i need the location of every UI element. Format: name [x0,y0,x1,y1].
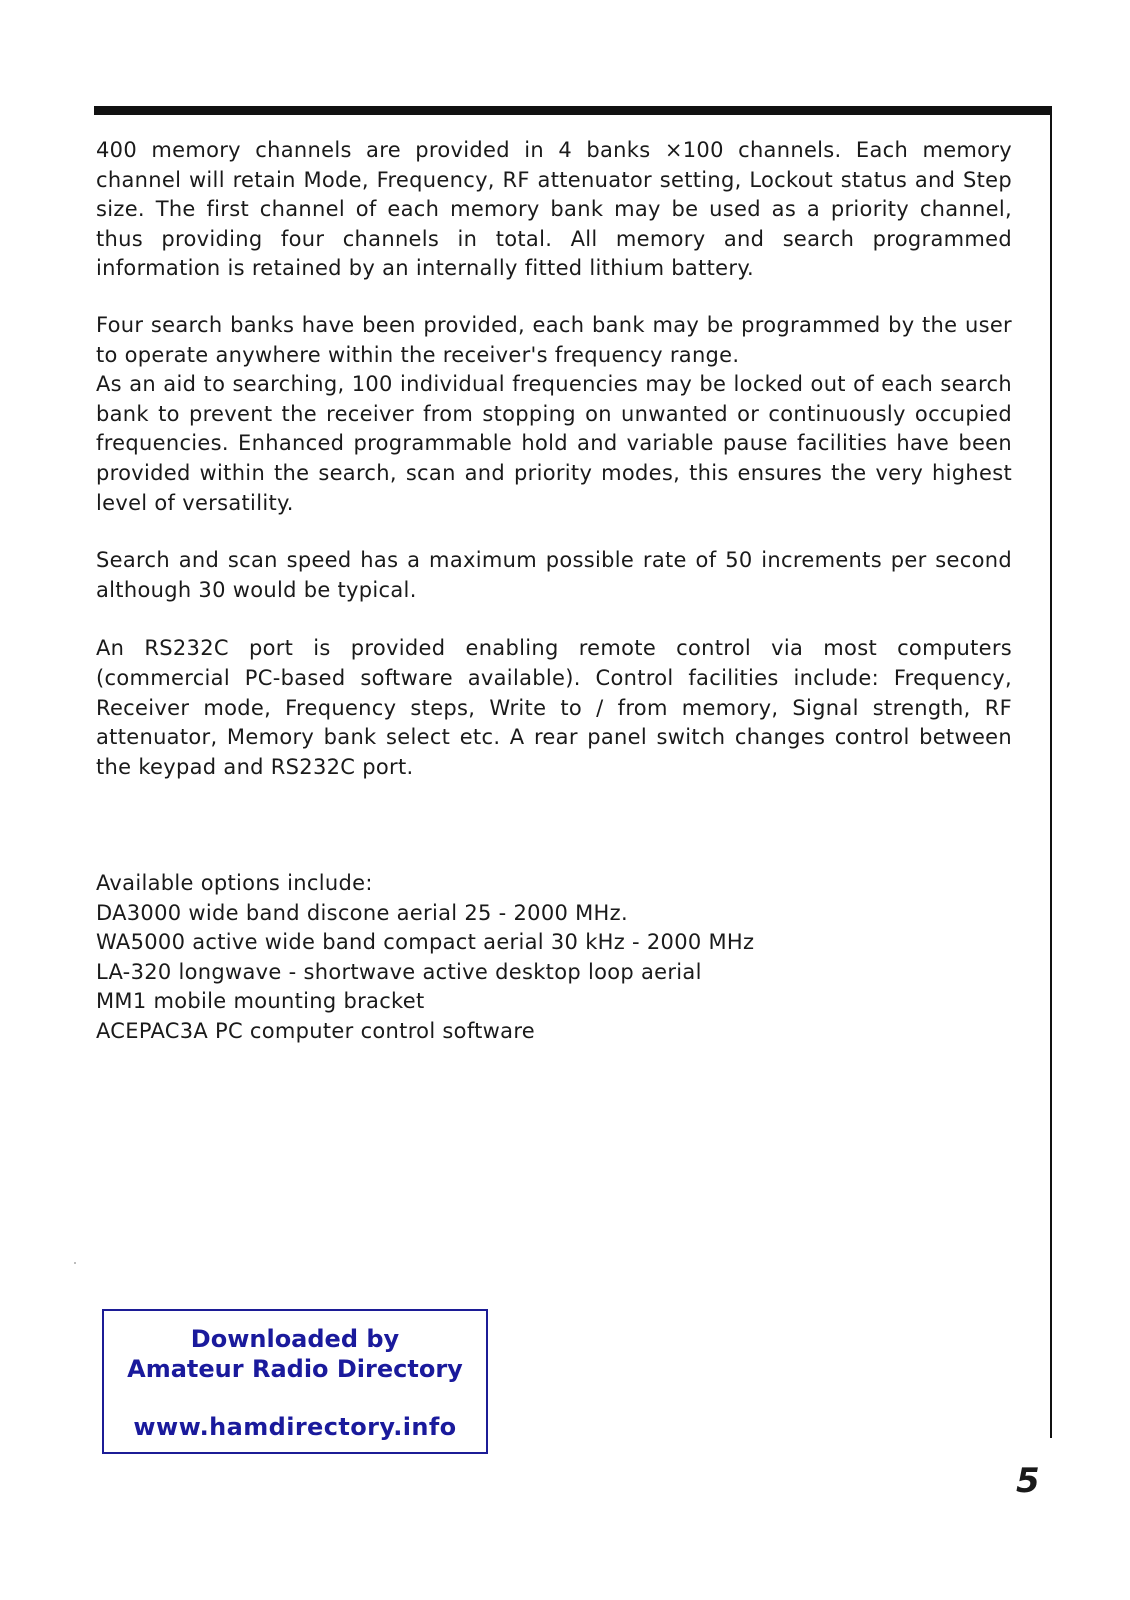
option-item: MM1 mobile mounting bracket [96,989,425,1014]
download-badge [102,1309,488,1454]
badge-directory-name: Amateur Radio Directory [127,1355,463,1383]
options-intro: Available options include: [96,871,373,895]
body-text [96,136,1012,782]
right-rule [1050,106,1052,1438]
badge-downloaded-by: Downloaded by [190,1325,400,1353]
paragraph-search-banks: Four search banks have been provided, each bank may be programmed by the user to operate anywhere within the receiver's frequency range. [96,312,1012,367]
options-list [96,899,1012,1047]
scan-speck [74,1262,76,1264]
option-item: DA3000 wide band discone aerial 25 - 2000 MHz. [96,900,628,925]
badge-url-link[interactable]: www.hamdirectory.info [133,1413,457,1441]
option-item: WA5000 active wide band compact aerial 30 kHz - 2000 MHz [96,930,755,955]
top-rule [94,106,1051,115]
page-number: 5 [1016,1461,1040,1501]
paragraph-lockout: As an aid to searching, 100 individual frequencies may be locked out of each search bank to prevent the receiver from stopping on unwanted or continuously occupied frequencies. Enhanced programmable hold and variable pause facilities have been provided within the search, scan and priority modes, this ensures the very highest level of versatility. [96,372,1012,515]
option-item: LA-320 longwave - shortwave active desktop loop aerial [96,959,702,984]
paragraph-scan-speed: Search and scan speed has a maximum possible rate of 50 increments per second although 30 would be typical. [96,548,1012,602]
paragraph-rs232c: An RS232C port is provided enabling remote control via most computers (commercial PC-based software available). Control facilities include: Frequency, Receiver mode, Frequency steps, Write to / from memory, Signal strength, RF attenuator, Memory bank select etc. A rear panel switch changes control between the keypad and RS232C port. [96,636,1012,779]
paragraph-memory-channels: 400 memory channels are provided in 4 banks ×100 channels. Each memory channel will retain Mode, Frequency, RF attenuator setting, Lockout status and Step size. The first channel of each memory bank may be used as a priority channel, thus providing four channels in total. All memory and search programmed information is retained by an internally fitted lithium battery. [96,138,1012,281]
options-section [96,869,1012,1047]
option-item: ACEPAC3A PC computer control software [96,1018,536,1043]
